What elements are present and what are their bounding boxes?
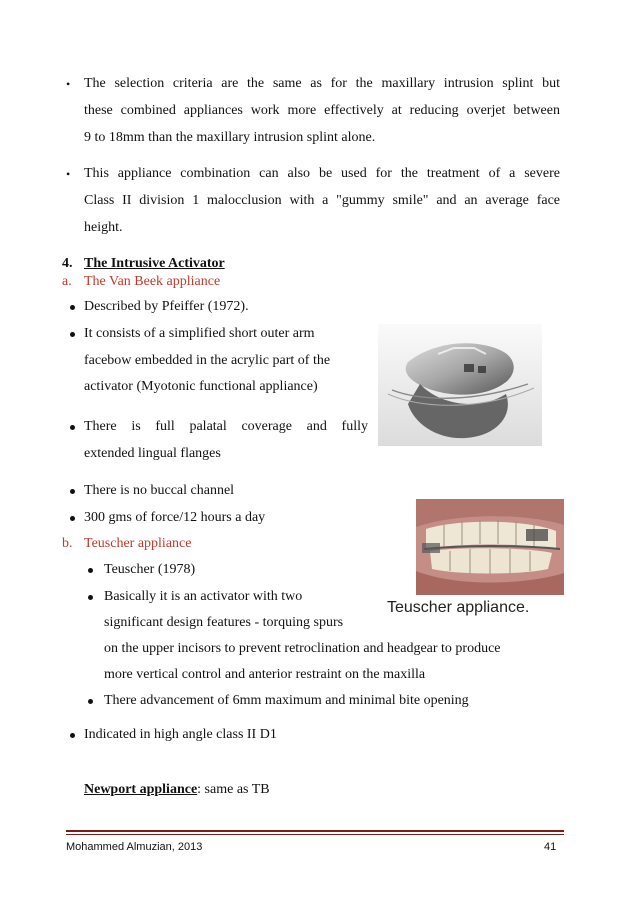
bullet-marker xyxy=(88,568,93,573)
b-item-3: There advancement of 6mm maximum and minimal bite opening xyxy=(104,693,469,708)
footer-rule-thin xyxy=(66,834,564,835)
a-item-4: There is no buccal channel xyxy=(84,483,235,498)
bullet-marker xyxy=(70,305,75,310)
image-caption: Teuscher appliance. xyxy=(387,599,530,616)
a-item-2-line-1: It consists of a simplified short outer arm xyxy=(84,326,315,341)
a-item-2-line-2: facebow embedded in the acrylic part of the xyxy=(84,353,331,368)
bullet-marker xyxy=(88,699,93,704)
teuscher-appliance-photo xyxy=(416,499,564,595)
b-item-2-line-2: significant design features - torquing spurs xyxy=(104,615,344,630)
bullet-marker xyxy=(70,516,75,521)
footer-page-number: 41 xyxy=(544,841,557,853)
bullet-marker xyxy=(70,489,75,494)
newport-rest: : same as TB xyxy=(197,782,270,797)
bullet-marker: • xyxy=(66,77,71,91)
p2-line-3: height. xyxy=(84,220,123,235)
p1-line-2: these combined appliances work more effectively at reducing overjet between xyxy=(84,103,560,118)
bullet-marker xyxy=(70,733,75,738)
section-title: The Intrusive Activator xyxy=(84,256,225,271)
p1-line-3: 9 to 18mm than the maxillary intrusion splint alone. xyxy=(84,130,376,145)
b-item-2-line-4: more vertical control and anterior restraint on the maxilla xyxy=(104,667,426,682)
b-item-2-line-3: on the upper incisors to prevent retroclination and headgear to produce xyxy=(104,641,501,656)
bullet-marker xyxy=(70,425,75,430)
a-item-2-line-3: activator (Myotonic functional appliance) xyxy=(84,379,318,394)
subsection-b-label: b. xyxy=(62,536,73,551)
b-item-2-line-1: Basically it is an activator with two xyxy=(104,589,303,604)
a-item-3-line-1: There is full palatal coverage and fully xyxy=(84,419,368,434)
teeth-illustration xyxy=(416,499,564,595)
footer-author: Mohammed Almuzian, 2013 xyxy=(66,841,203,853)
newport-line xyxy=(84,781,270,799)
footer-rule xyxy=(66,830,564,832)
subsection-a-label: a. xyxy=(62,274,72,289)
p2-line-2: Class II division 1 malocclusion with a "gummy smile" and an average face xyxy=(84,193,560,208)
a-item-1: Described by Pfeiffer (1972). xyxy=(84,299,249,314)
newport-label: Newport appliance xyxy=(84,782,198,797)
p2-line-1: This appliance combination can also be used for the treatment of a severe xyxy=(84,166,560,181)
bullet-marker: • xyxy=(66,167,71,181)
bullet-marker xyxy=(70,332,75,337)
b-item-1: Teuscher (1978) xyxy=(104,562,196,577)
appliance-illustration xyxy=(378,324,542,446)
section-number: 4. xyxy=(62,256,73,271)
subsection-b-title: Teuscher appliance xyxy=(84,536,192,551)
a-item-3-line-2: extended lingual flanges xyxy=(84,446,221,461)
p1-line-1: The selection criteria are the same as for the maxillary intrusion splint but xyxy=(84,76,560,91)
bullet-marker xyxy=(88,595,93,600)
a-item-5: 300 gms of force/12 hours a day xyxy=(84,510,266,525)
subsection-a-title: The Van Beek appliance xyxy=(84,274,221,289)
van-beek-appliance-photo xyxy=(378,324,542,446)
indicated-item: Indicated in high angle class II D1 xyxy=(84,727,277,742)
